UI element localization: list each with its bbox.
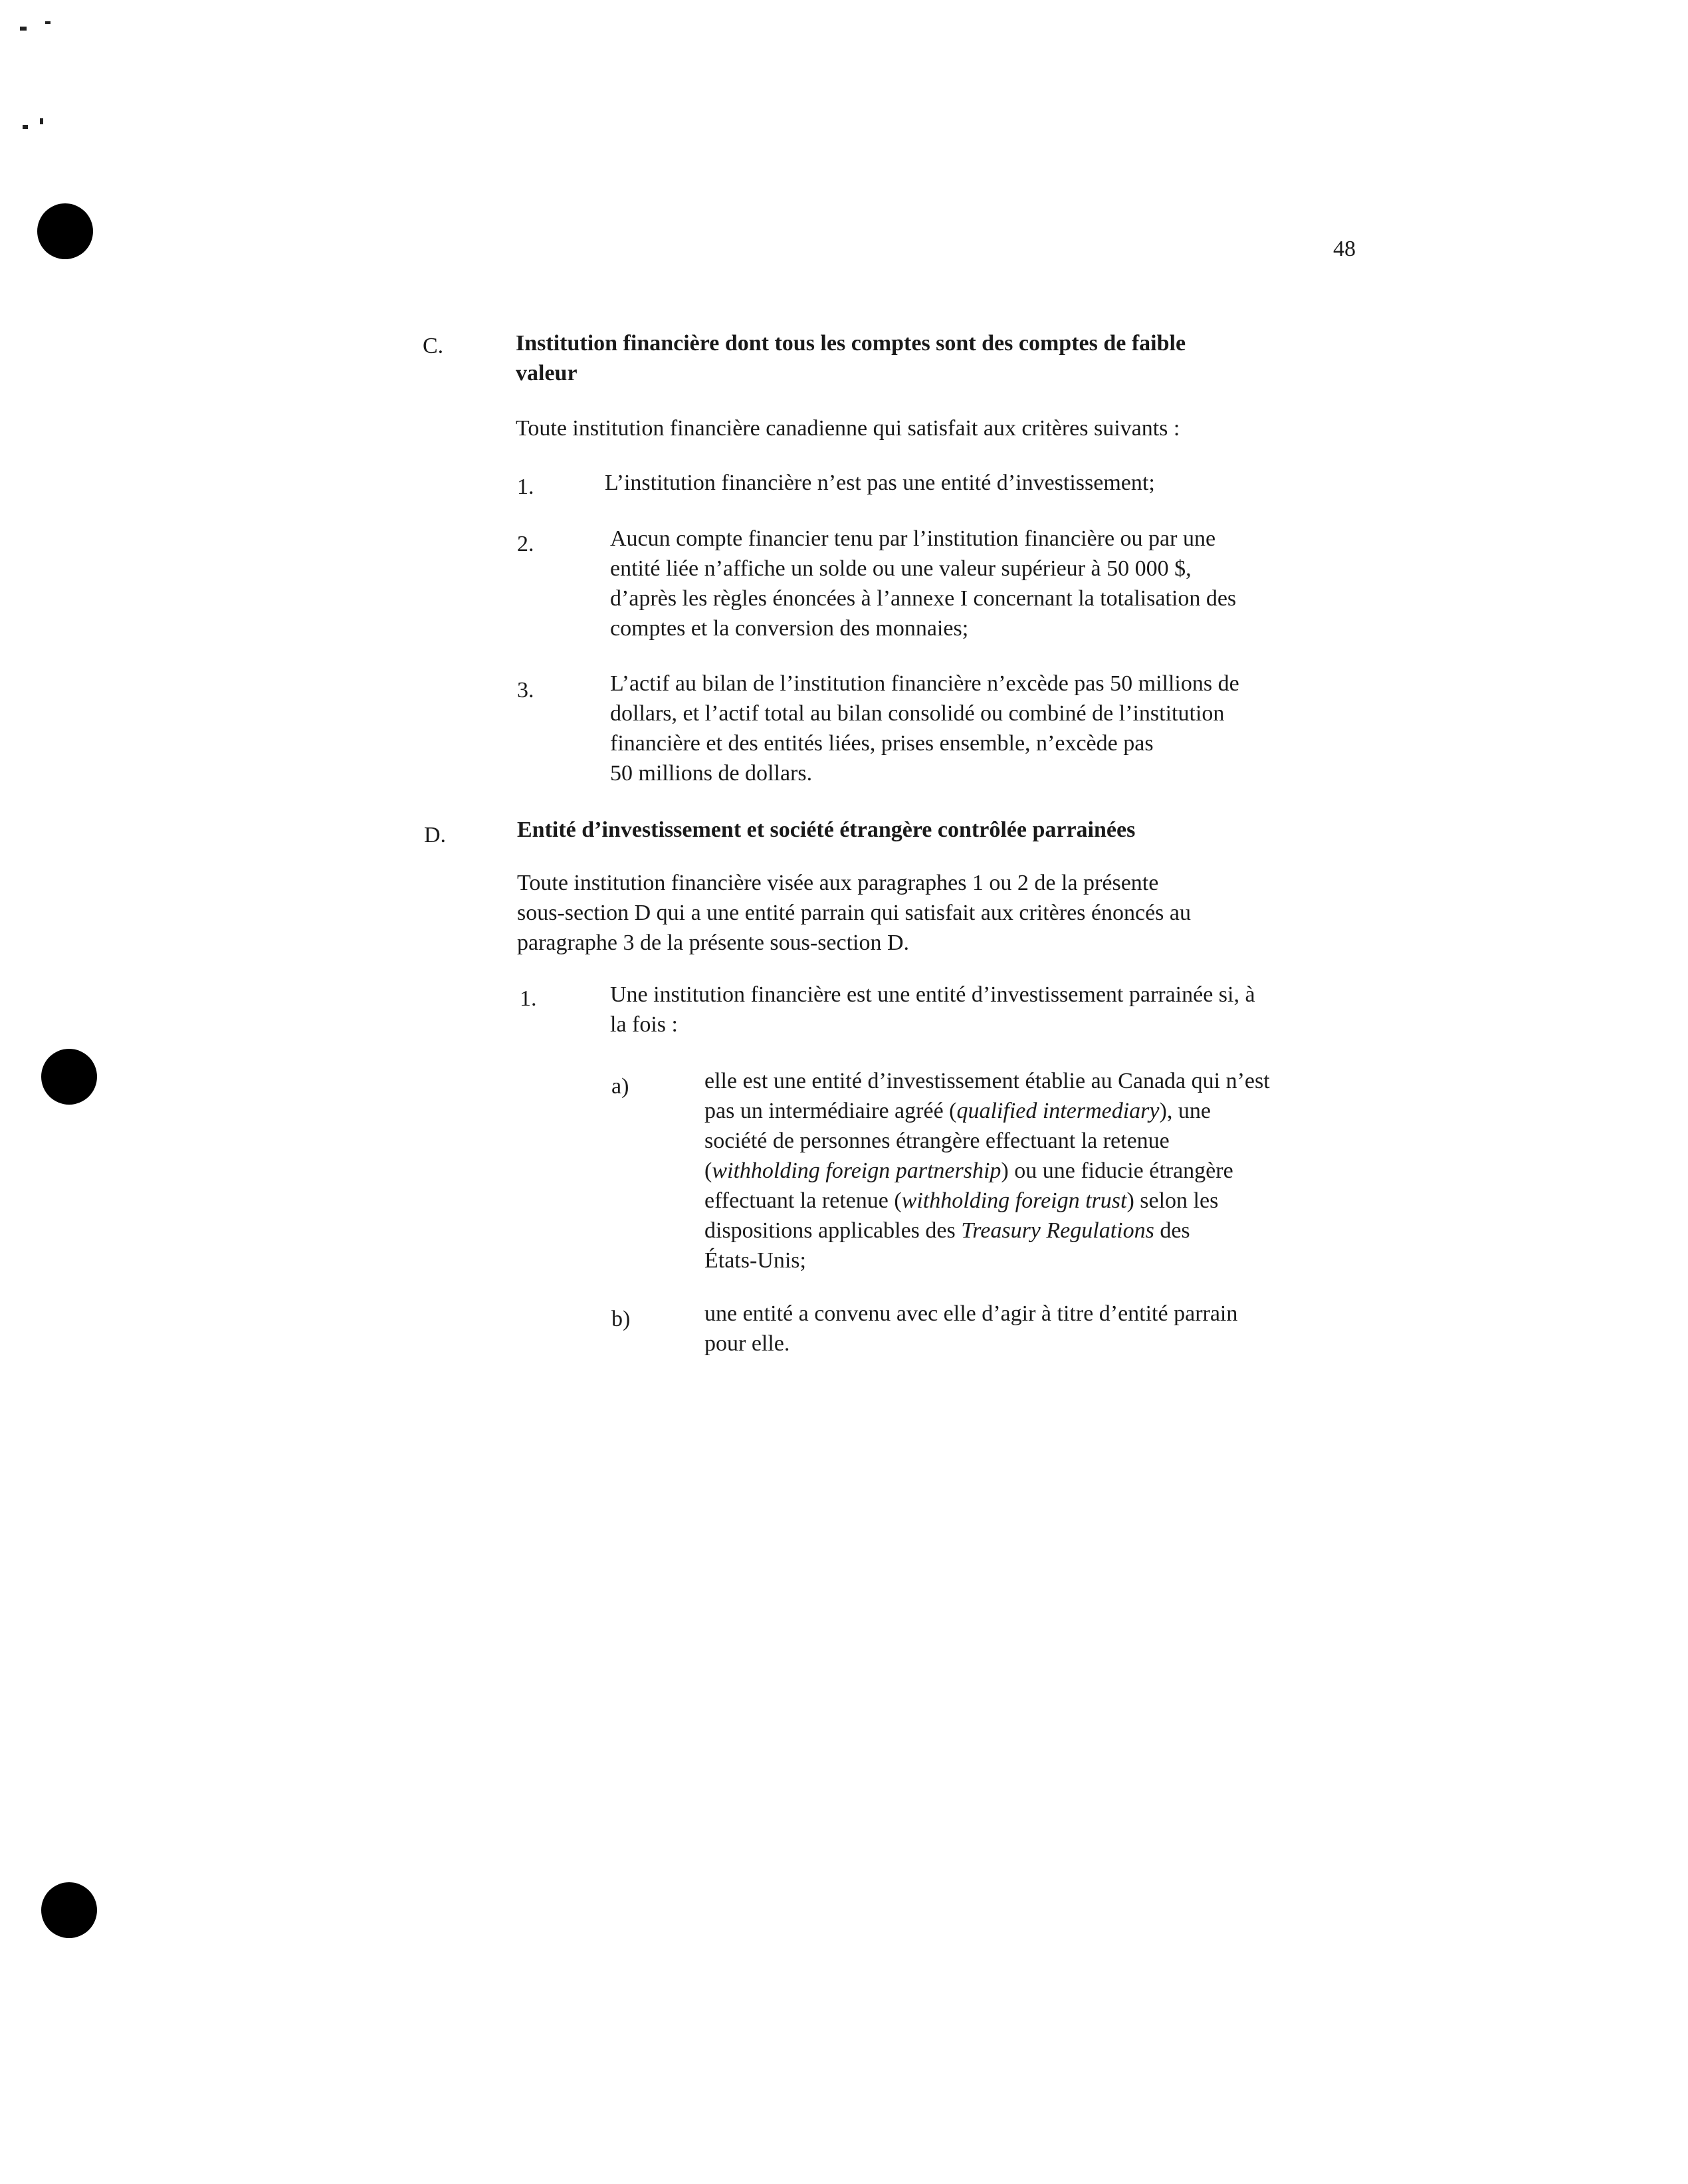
section-c-item-3-text — [610, 669, 1239, 788]
italic-term: withholding foreign trust — [901, 1188, 1127, 1213]
section-c-item-3-number: 3. — [517, 678, 534, 703]
section-d-intro — [517, 868, 1191, 958]
text-line: Une institution financière est une entité d’investissement parrainée si, à — [610, 982, 1255, 1007]
text-run: effectuant la retenue ( — [704, 1188, 902, 1213]
scan-speck — [40, 118, 43, 124]
text-line: société de personnes étrangère effectuant la retenue — [704, 1129, 1170, 1153]
text-run: ) selon les — [1126, 1188, 1219, 1213]
section-c-heading-line: Institution financière dont tous les comptes sont des comptes de faible — [516, 331, 1186, 356]
section-c-item-1-text — [605, 468, 1155, 498]
section-c-letter: C. — [423, 334, 444, 358]
punch-hole-top — [37, 203, 93, 259]
text-run: ( — [704, 1158, 712, 1183]
text-line — [704, 1096, 1270, 1126]
section-c-heading — [516, 328, 1186, 388]
italic-term: Treasury Regulations — [961, 1218, 1154, 1243]
text-run: ) ou une fiducie étrangère — [1001, 1158, 1233, 1183]
scan-speck — [45, 21, 51, 24]
scan-speck — [23, 125, 28, 129]
section-c-item-1-number: 1. — [517, 475, 534, 499]
text-line: financière et des entités liées, prises ensemble, n’excède pas — [610, 731, 1154, 756]
text-line — [704, 1216, 1270, 1246]
text-run: ), une — [1159, 1099, 1211, 1123]
text-line — [704, 1156, 1270, 1186]
text-line: L’institution financière n’est pas une entité d’investissement; — [605, 471, 1155, 495]
italic-term: qualified intermediary — [956, 1099, 1160, 1123]
italic-term: withholding foreign partnership — [712, 1158, 1002, 1183]
sub-item-a-label: a) — [611, 1074, 629, 1099]
text-line: d’après les règles énoncées à l’annexe I concernant la totalisation des — [610, 586, 1237, 611]
text-line: pour elle. — [704, 1331, 790, 1356]
text-line: entité liée n’affiche un solde ou une valeur supérieur à 50 000 $, — [610, 556, 1192, 581]
sub-item-b-label: b) — [611, 1307, 631, 1331]
text-line: une entité a convenu avec elle d’agir à titre d’entité parrain — [704, 1301, 1238, 1326]
text-line: Aucun compte financier tenu par l’institution financière ou par une — [610, 526, 1216, 551]
text-line — [704, 1186, 1270, 1216]
punch-hole-bottom — [41, 1882, 97, 1938]
text-line: Toute institution financière visée aux paragraphes 1 ou 2 de la présente — [517, 871, 1159, 895]
text-line: 50 millions de dollars. — [610, 761, 813, 786]
text-line: dollars, et l’actif total au bilan consolidé ou combiné de l’institution — [610, 701, 1225, 726]
section-d-item-1-text — [610, 980, 1255, 1039]
text-line: la fois : — [610, 1012, 678, 1037]
text-line: sous-section D qui a une entité parrain qui satisfait aux critères énoncés au — [517, 901, 1191, 925]
sub-item-a-text — [704, 1066, 1270, 1275]
text-line: comptes et la conversion des monnaies; — [610, 616, 969, 641]
text-line: elle est une entité d’investissement établie au Canada qui n’est — [704, 1069, 1270, 1093]
section-d-item-1-number: 1. — [520, 986, 537, 1011]
text-line: paragraphe 3 de la présente sous-section D. — [517, 930, 910, 955]
section-c-item-2-text — [610, 524, 1236, 643]
punch-hole-middle — [41, 1049, 97, 1105]
text-run: pas un intermédiaire agréé ( — [704, 1099, 957, 1123]
section-d-heading: Entité d’investissement et société étrangère contrôlée parrainées — [517, 818, 1136, 842]
text-run: des — [1154, 1218, 1190, 1243]
page-number: 48 — [1333, 237, 1356, 261]
section-c-item-2-number: 2. — [517, 532, 534, 556]
text-run: dispositions applicables des — [704, 1218, 962, 1243]
sub-item-b-text — [704, 1299, 1237, 1359]
section-c-heading-line: valeur — [516, 361, 578, 385]
text-line: L’actif au bilan de l’institution financière n’excède pas 50 millions de — [610, 671, 1239, 696]
text-line: États-Unis; — [704, 1248, 806, 1273]
scan-speck — [20, 27, 27, 31]
section-c-intro: Toute institution financière canadienne qui satisfait aux critères suivants : — [516, 416, 1180, 441]
section-d-letter: D. — [424, 823, 447, 847]
